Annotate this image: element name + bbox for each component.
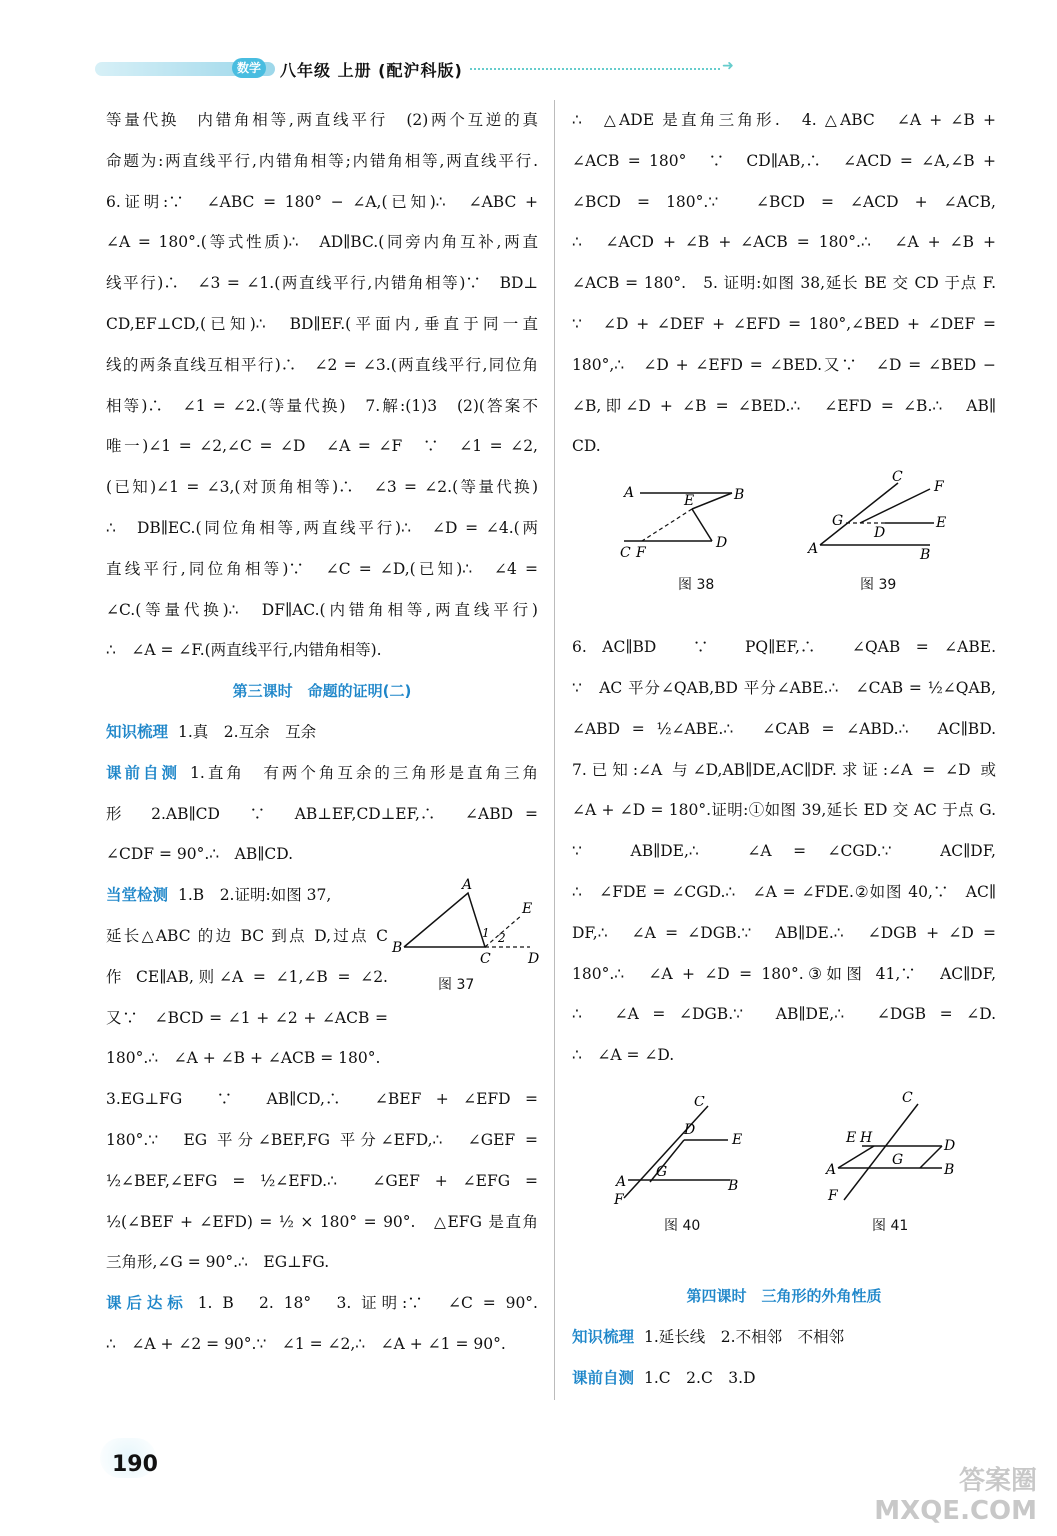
text-line: ∠A = 180°.(等式性质)∴ AD∥BC.(同旁内角互补,两直 <box>106 233 538 252</box>
text-line: ∠ABD = ½∠ABE.∴ ∠CAB = ∠ABD.∴ AC∥BD. <box>572 719 996 738</box>
after-class-line-2: ∴ ∠A + ∠2 = 90°.∵ ∠1 = ∠2,∴ ∠A + ∠1 = 90°. <box>106 1334 506 1353</box>
figure-37 <box>390 875 540 985</box>
right-answers-block-2 <box>572 627 996 1076</box>
fig40-label-B: B <box>728 1177 739 1194</box>
pre-class-text-r: 1.C 2.C 3.D <box>644 1368 756 1387</box>
fig39-label-C: C <box>892 469 903 486</box>
text-line: ∴ ∠A = ∠DGB.∵ AB∥DE,∴ ∠DGB = ∠D. <box>572 1005 996 1024</box>
fig41-label-H: H <box>860 1129 873 1146</box>
fig41-label-G: G <box>892 1151 904 1168</box>
book-title: 八年级 上册 (配沪科版) <box>280 61 463 80</box>
page-header <box>0 48 1057 88</box>
after-class-line-1 <box>106 1283 538 1324</box>
text-line: ∵ AB∥DE,∴ ∠A = ∠CGD.∵ AC∥DF, <box>572 842 996 861</box>
in-class-text-1: 1.B 2.证明:如图 37, <box>178 886 332 905</box>
text-line: ∠ACB = 180°. 5. 证明:如图 38,延长 BE 交 CD 于点 F. <box>572 274 996 293</box>
after-class-tag: 课后达标 <box>106 1294 188 1313</box>
text-line: ∠ACB = 180° ∵ CD∥AB,∴ ∠ACD = ∠A,∠B + <box>572 151 996 170</box>
text-line: ½∠BEF,∠EFG = ½∠EFD.∴ ∠GEF + ∠EFG = <box>106 1171 538 1190</box>
fig37-caption: 图 37 <box>438 977 475 994</box>
fig39-label-A: A <box>808 541 819 558</box>
text-line: 线平行)∴ ∠3 = ∠1.(两直线平行,内错角相等)∵ BD⊥ <box>106 274 538 293</box>
figure-38 <box>612 475 752 565</box>
fig38-label-B: B <box>734 487 745 504</box>
in-class-line-5: 180°.∴ ∠A + ∠B + ∠ACB = 180°. <box>106 1049 381 1068</box>
fig41-label-F: F <box>828 1187 838 1203</box>
text-line: ∵ AC 平分∠QAB,BD 平分∠ABE.∴ ∠CAB = ½∠QAB, <box>572 678 996 697</box>
fig39-label-B: B <box>920 547 931 564</box>
in-class-line-2: 延长△ABC 的边 BC 到点 D,过点 C <box>106 926 388 945</box>
fig41-label-C: C <box>902 1089 913 1106</box>
knowledge-review-line <box>106 712 538 753</box>
fig39-label-F: F <box>934 479 944 496</box>
left-answers-block <box>106 100 538 671</box>
fig40-label-G: G <box>656 1163 668 1180</box>
text-line: 180°.∴ ∠A + ∠D = 180°.③如图 41,∵ AC∥DF, <box>572 964 996 983</box>
subject-badge: 数学 <box>232 58 266 78</box>
text-line: ∠C.(等量代换)∴ DF∥AC.(内错角相等,两直线平行) <box>106 600 538 619</box>
text-line: 直线平行,同位角相等)∵ ∠C = ∠D,(已知)∴ ∠4 = <box>106 559 538 578</box>
section-title-lesson3: 第三课时 命题的证明(二) <box>232 682 412 701</box>
figure-39 <box>800 467 960 567</box>
text-line: ∠BCD = 180°.∵ ∠BCD = ∠ACD + ∠ACB, <box>572 192 996 211</box>
pre-class-line <box>106 753 538 794</box>
fig41-label-E: E <box>846 1129 857 1146</box>
right-column <box>572 100 996 1398</box>
figures-38-39 <box>572 467 996 627</box>
pre-class-line-r <box>572 1358 996 1399</box>
pre-class-line-3: ∠CDF = 90°.∴ AB∥CD. <box>106 845 294 864</box>
fig40-label-E: E <box>732 1131 743 1148</box>
fig37-label-2: 2 <box>498 931 506 946</box>
text-line: ∴ ∠A = ∠D. <box>572 1046 675 1065</box>
text-line: ∴ ∠FDE = ∠CGD.∴ ∠A = ∠FDE.②如图 40,∵ AC∥ <box>572 882 996 901</box>
in-class-line-4: 又∵ ∠BCD = ∠1 + ∠2 + ∠ACB = <box>106 1008 388 1027</box>
fig39-label-E: E <box>936 515 947 532</box>
fig38-label-E: E <box>684 493 695 510</box>
fig40-caption: 图 40 <box>664 1217 701 1234</box>
in-class-line-1 <box>106 875 388 916</box>
fig40-label-D: D <box>684 1121 696 1138</box>
fig38-label-C: C <box>620 545 631 562</box>
text-line: 180°,∴ ∠D + ∠EFD = ∠BED.又∵ ∠D = ∠BED − <box>572 355 996 374</box>
fig39-label-D: D <box>874 525 886 542</box>
figure-40 <box>612 1096 762 1206</box>
fig41-caption: 图 41 <box>872 1217 909 1234</box>
fig39-caption: 图 39 <box>860 577 897 594</box>
fig40-label-A: A <box>616 1173 627 1190</box>
left-answers-block-2 <box>106 1079 538 1283</box>
knowledge-review-text: 1.真 2.互余 互余 <box>178 722 317 741</box>
page-number: 190 <box>112 1452 158 1477</box>
text-line: ∠A + ∠D = 180°.证明:①如图 39,延长 ED 交 AC 于点 G. <box>572 801 996 820</box>
text-line: ½(∠BEF + ∠EFD) = ½ × 180° = 90°. △EFG 是直角 <box>106 1212 538 1231</box>
fig37-label-1: 1 <box>482 926 490 941</box>
fig40-label-C: C <box>694 1095 705 1110</box>
section-title-lesson4: 第四课时 三角形的外角性质 <box>686 1286 882 1305</box>
fig38-label-A: A <box>624 485 635 502</box>
right-answers-block <box>572 100 996 467</box>
arrow-right-icon: ➜ <box>722 58 734 74</box>
text-line: ∴ DB∥EC.(同位角相等,两直线平行)∴ ∠D = ∠4.(两 <box>106 518 538 537</box>
text-line: ∴ ∠ACD + ∠B + ∠ACB = 180°.∴ ∠A + ∠B + <box>572 233 996 252</box>
fig39-label-G: G <box>832 513 844 530</box>
fig41-label-A: A <box>826 1161 837 1178</box>
in-class-block <box>106 875 538 1079</box>
figures-40-41 <box>572 1076 996 1276</box>
text-line: ∴ △ADE 是直角三角形. 4. △ABC ∠A + ∠B + <box>572 111 996 129</box>
pre-class-line-2: 形 2.AB∥CD ∵ AB⊥EF,CD⊥EF,∴ ∠ABD = <box>106 804 538 823</box>
text-line: ∴ ∠A = ∠F.(两直线平行,内错角相等). <box>106 641 382 660</box>
text-line: 唯一)∠1 = ∠2,∠C = ∠D ∠A = ∠F ∵ ∠1 = ∠2, <box>106 437 538 456</box>
fig37-label-A: A <box>462 877 473 894</box>
knowledge-review-tag: 知识梳理 <box>106 722 169 741</box>
fig41-label-B: B <box>944 1161 955 1178</box>
text-line: 6.证明:∵ ∠ABC = 180° − ∠A,(已知)∴ ∠ABC + <box>106 192 538 211</box>
pre-class-text-1: 1.直角 有两个角互余的三角形是直角三角 <box>190 763 538 782</box>
column-divider <box>554 100 555 1400</box>
text-line: ∵ ∠D + ∠DEF + ∠EFD = 180°,∠BED + ∠DEF = <box>572 314 996 333</box>
fig37-label-E: E <box>522 901 533 918</box>
fig40-label-F: F <box>614 1191 624 1206</box>
text-line: 相等)∴ ∠1 = ∠2.(等量代换) 7.解:(1)3 (2)(答案不 <box>106 396 538 415</box>
text-line: 等量代换 内错角相等,两直线平行 (2)两个互逆的真 <box>106 111 538 129</box>
fig38-label-D: D <box>716 535 728 552</box>
text-line: 3.EG⊥FG ∵ AB∥CD,∴ ∠BEF + ∠EFD = <box>106 1090 538 1109</box>
figure-41 <box>818 1088 968 1203</box>
fig38-caption: 图 38 <box>678 577 715 594</box>
text-line: 三角形,∠G = 90°.∴ EG⊥FG. <box>106 1253 330 1272</box>
text-line: DF,∴ ∠A = ∠DGB.∵ AB∥DE.∴ ∠DGB + ∠D = <box>572 923 996 942</box>
pre-class-tag: 课前自测 <box>106 763 181 782</box>
fig38-label-F: F <box>636 545 646 562</box>
left-column <box>106 100 538 1365</box>
text-line: 线的两条直线互相平行)∴ ∠2 = ∠3.(两直线平行,同位角 <box>106 355 538 374</box>
after-class-text-1: 1. B 2. 18° 3. 证明:∵ ∠C = 90°. <box>197 1294 538 1313</box>
text-line: 180°.∵ EG 平分∠BEF,FG 平分∠EFD,∴ ∠GEF = <box>106 1130 538 1149</box>
knowledge-review-line-2 <box>572 1317 996 1358</box>
fig37-label-C: C <box>480 951 491 968</box>
header-dotted-line <box>470 68 720 70</box>
text-line: 7.已知:∠A 与∠D,AB∥DE,AC∥DF.求证:∠A = ∠D 或 <box>572 760 996 779</box>
text-line: (已知)∠1 = ∠3,(对顶角相等)∴ ∠3 = ∠2.(等量代换) <box>106 478 538 497</box>
text-line: CD. <box>572 437 601 456</box>
in-class-text <box>106 875 388 1038</box>
knowledge-review-text-2: 1.延长线 2.不相邻 不相邻 <box>644 1327 845 1346</box>
text-line: 命题为:两直线平行,内错角相等;内错角相等,两直线平行. <box>106 151 538 170</box>
pre-class-tag-2: 课前自测 <box>572 1368 635 1387</box>
in-class-tag: 当堂检测 <box>106 886 169 905</box>
in-class-line-3: 作 CE∥AB,则∠A = ∠1,∠B = ∠2. <box>106 967 388 986</box>
text-line: ∠B,即∠D + ∠B = ∠BED.∴ ∠EFD = ∠B.∴ AB∥ <box>572 396 996 415</box>
text-line: CD,EF⊥CD,(已知)∴ BD∥EF.(平面内,垂直于同一直 <box>106 314 538 333</box>
knowledge-review-tag-2: 知识梳理 <box>572 1327 635 1346</box>
watermark-logo: 答案圈 MXQE.COM <box>874 1466 1037 1526</box>
text-line: 6. AC∥BD ∵ PQ∥EF,∴ ∠QAB = ∠ABE. <box>572 638 996 657</box>
fig37-label-D: D <box>528 951 540 968</box>
fig41-label-D: D <box>944 1137 956 1154</box>
fig37-label-B: B <box>392 940 403 957</box>
